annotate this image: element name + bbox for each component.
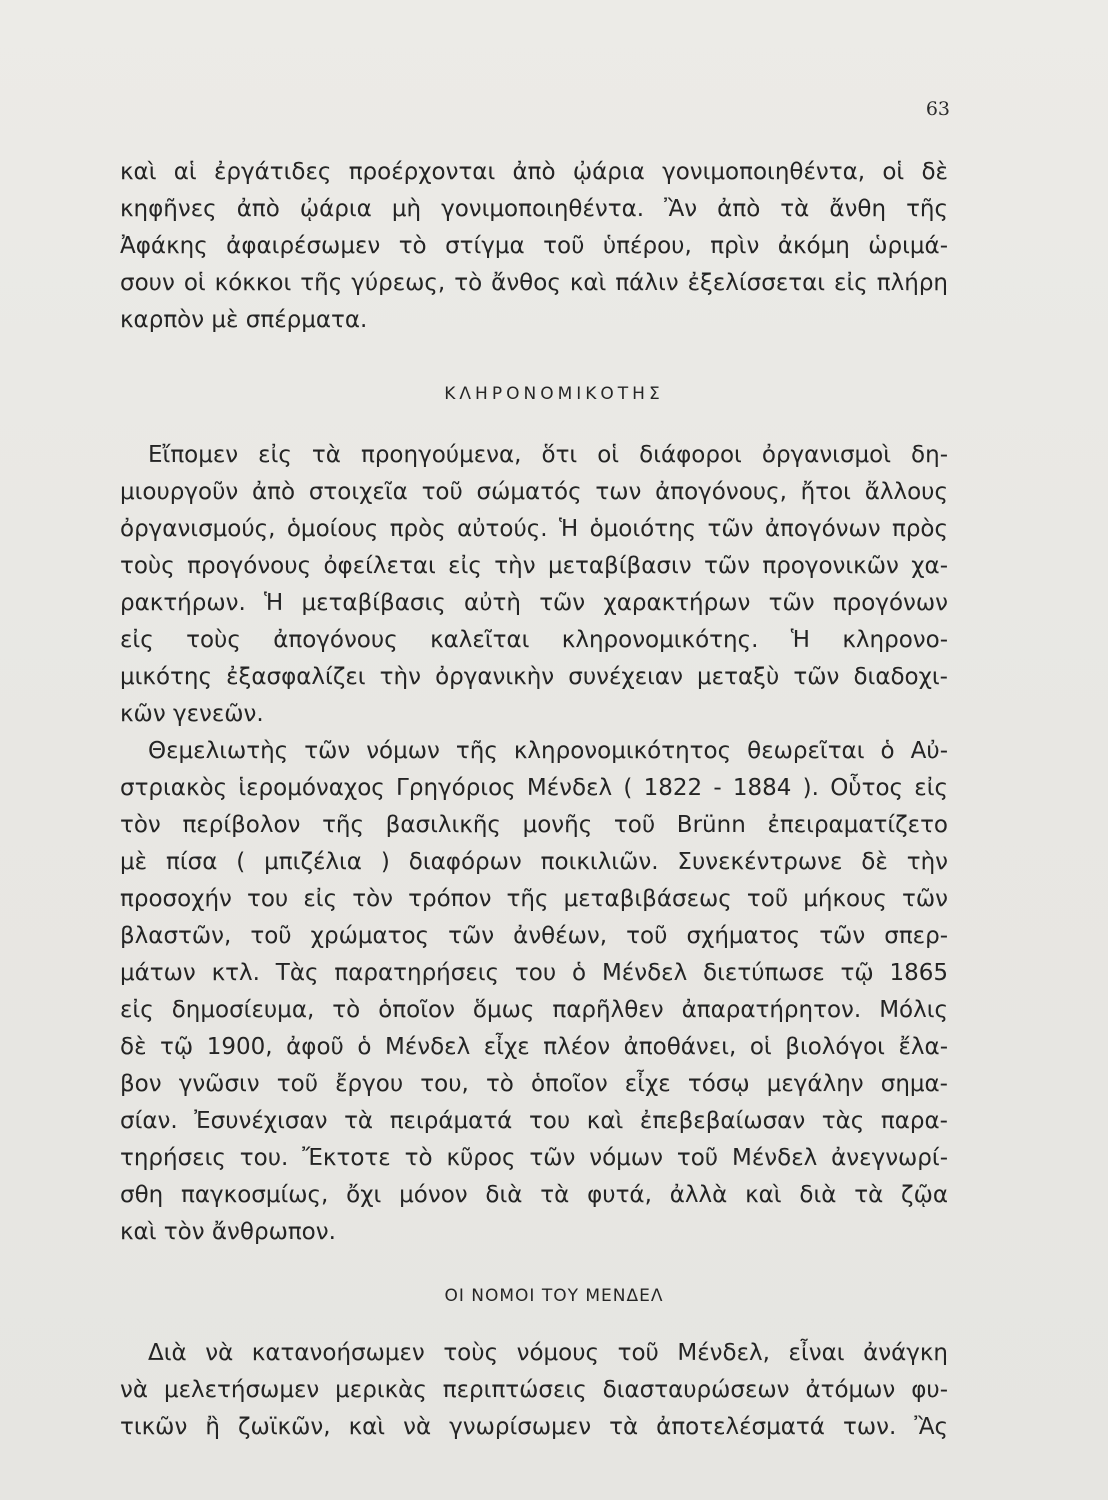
section-heading-heredity: ΚΛΗΡΟΝΟΜΙΚΟΤΗΣ <box>444 384 664 404</box>
text-line: βον γνῶσιν τοῦ ἔργου του, τὸ ὁποῖον εἶχε τόσῳ μεγάλην σημα- <box>120 1071 948 1097</box>
page-number: 63 <box>925 98 950 120</box>
text-line: Εἴπομεν εἰς τὰ προηγούμενα, ὅτι οἱ διάφοροι ὀργανισμοὶ δη- <box>148 442 948 468</box>
text-line: μάτων κτλ. Τὰς παρατηρήσεις του ὁ Μένδελ διετύπωσε τῷ 1865 <box>120 960 948 986</box>
text-line: εἰς δημοσίευμα, τὸ ὁποῖον ὅμως παρῆλθεν ἀπαρατήρητον. Μόλις <box>120 997 948 1023</box>
text-line: καρπὸν μὲ σπέρματα. <box>120 307 368 333</box>
text-line: νὰ μελετήσωμεν μερικὰς περιπτώσεις διασταυρώσεων ἀτόμων φυ- <box>120 1377 948 1403</box>
text-line: Ἀφάκης ἀφαιρέσωμεν τὸ στίγμα τοῦ ὑπέρου, πρὶν ἀκόμη ὡριμά- <box>120 233 948 259</box>
text-line: βλαστῶν, τοῦ χρώματος τῶν ἀνθέων, τοῦ σχήματος τῶν σπερ- <box>120 923 948 949</box>
text-line: κῶν γενεῶν. <box>120 701 264 727</box>
text-line: ρακτήρων. Ἡ μεταβίβασις αὐτὴ τῶν χαρακτήρων τῶν προγόνων <box>120 590 948 616</box>
text-line: Θεμελιωτὴς τῶν νόμων τῆς κληρονομικότητος θεωρεῖται ὁ Αὐ- <box>148 738 948 764</box>
text-line: μιουργοῦν ἀπὸ στοιχεῖα τοῦ σώματός των ἀπογόνους, ἤτοι ἄλλους <box>120 479 948 505</box>
section-heading-mendel-laws: ΟΙ ΝΟΜΟΙ ΤΟΥ ΜΕΝΔΕΛ <box>444 1286 664 1306</box>
text-line: σθη παγκοσμίως, ὄχι μόνον διὰ τὰ φυτά, ἀλλὰ καὶ διὰ τὰ ζῷα <box>120 1182 948 1208</box>
text-line: μικότης ἐξασφαλίζει τὴν ὀργανικὴν συνέχειαν μεταξὺ τῶν διαδοχι- <box>120 664 948 690</box>
text-line: σουν οἱ κόκκοι τῆς γύρεως, τὸ ἄνθος καὶ πάλιν ἐξελίσσεται εἰς πλήρη <box>120 270 948 296</box>
text-line: κηφῆνες ἀπὸ ᾠάρια μὴ γονιμοποιηθέντα. Ἂν ἀπὸ τὰ ἄνθη τῆς <box>120 196 948 222</box>
text-line: προσοχήν του εἰς τὸν τρόπον τῆς μεταβιβάσεως τοῦ μήκους τῶν <box>120 886 948 912</box>
text-line: σίαν. Ἐσυνέχισαν τὰ πειράματά του καὶ ἐπεβεβαίωσαν τὰς παρα- <box>120 1108 948 1134</box>
text-line: δὲ τῷ 1900, ἀφοῦ ὁ Μένδελ εἶχε πλέον ἀποθάνει, οἱ βιολόγοι ἔλα- <box>120 1034 948 1060</box>
text-line: τοὺς προγόνους ὀφείλεται εἰς τὴν μεταβίβασιν τῶν προγονικῶν χα- <box>120 553 948 579</box>
text-line: στριακὸς ἱερομόναχος Γρηγόριος Μένδελ ( 1822 - 1884 ). Οὗτος εἰς <box>120 775 948 801</box>
text-line: μὲ πίσα ( μπιζέλια ) διαφόρων ποικιλιῶν. Συνεκέντρωνε δὲ τὴν <box>120 849 948 875</box>
text-line: εἰς τοὺς ἀπογόνους καλεῖται κληρονομικότης. Ἡ κληρονο- <box>120 627 948 653</box>
text-line: τηρήσεις του. Ἔκτοτε τὸ κῦρος τῶν νόμων τοῦ Μένδελ ἀνεγνωρί- <box>120 1145 948 1171</box>
text-line: ὀργανισμούς, ὁμοίους πρὸς αὐτούς. Ἡ ὁμοιότης τῶν ἀπογόνων πρὸς <box>120 516 948 542</box>
text-line: καὶ αἱ ἐργάτιδες προέρχονται ἀπὸ ᾠάρια γονιμοποιηθέντα, οἱ δὲ <box>120 159 948 185</box>
text-line: καὶ τὸν ἄνθρωπον. <box>120 1219 336 1245</box>
text-line: τικῶν ἢ ζωϊκῶν, καὶ νὰ γνωρίσωμεν τὰ ἀποτελέσματά των. Ἂς <box>120 1414 948 1440</box>
text-line: τὸν περίβολον τῆς βασιλικῆς μονῆς τοῦ Brünn ἐπειραματίζετο <box>120 812 948 838</box>
text-line: Διὰ νὰ κατανοήσωμεν τοὺς νόμους τοῦ Μένδελ, εἶναι ἀνάγκη <box>148 1340 948 1366</box>
